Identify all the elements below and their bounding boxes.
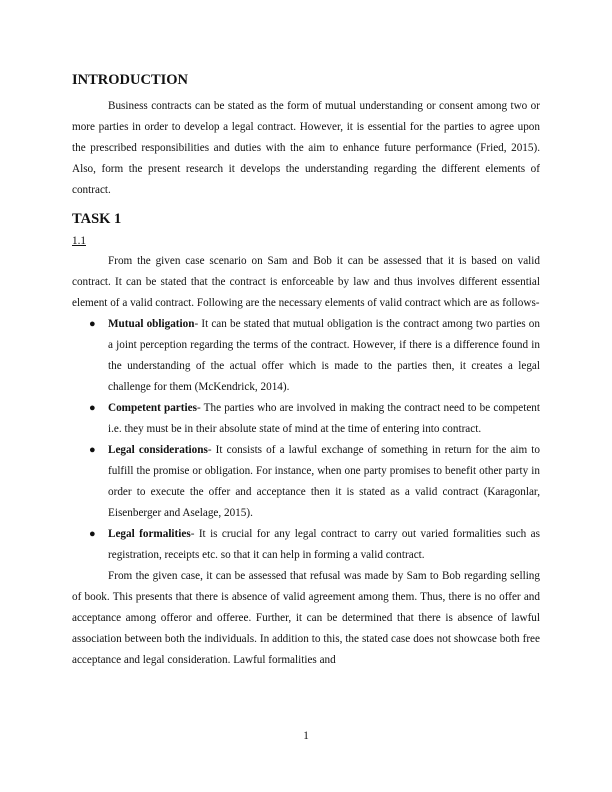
list-item (72, 524, 540, 566)
task1-paragraph-2: From the given case, it can be assessed that refusal was made by Sam to Bob regarding selling of book. This presents that there is absence of valid agreement among them. Thus, there is no offer and acceptance among offeror and offeree. Further, it can be determined that there is absence of lawful association between both the individuals. In addition to this, the stated case does not showcase both free acceptance and legal consideration. Lawful formalities and (72, 570, 540, 666)
list-item (72, 398, 540, 440)
task1-paragraph-1: From the given case scenario on Sam and Bob it can be assessed that it is based on valid contract. It can be stated that the contract is enforceable by law and thus involves different essential element of a valid contract. Following are the necessary elements of valid contract which are as follows- (72, 255, 540, 309)
bullet-text: - It is crucial for any legal contract to carry out varied formalities such as registration, receipts etc. so that it can help in forming a valid contract. (108, 528, 540, 561)
bullet-dot-icon: ● (89, 528, 96, 540)
task1-subheading: 1.1 (72, 235, 86, 247)
bullet-text: - It can be stated that mutual obligation is the contract among two parties on a joint perception regarding the terms of the contract. However, if there is a difference found in the understanding of the actual offer which is made to the parties then, it creates a legal challenge for them (McKendrick, 2014). (108, 318, 540, 393)
bullet-term: Competent parties (108, 402, 197, 414)
elements-list (72, 314, 540, 566)
bullet-dot-icon: ● (89, 402, 96, 414)
bullet-term: Legal considerations (108, 444, 208, 456)
list-item (72, 314, 540, 398)
bullet-term: Mutual obligation (108, 318, 195, 330)
bullet-dot-icon: ● (89, 444, 96, 456)
task1-heading: TASK 1 (72, 211, 122, 227)
list-item (72, 440, 540, 524)
bullet-text: - It consists of a lawful exchange of something in return for the aim to fulfill the promise or obligation. For instance, when one party promises to benefit other party in order to execute the offer and acceptance then it is stated as a valid contract (Karagonlar, Eisenberger and Aselage, 2015). (108, 444, 540, 519)
bullet-dot-icon: ● (89, 318, 96, 330)
bullet-term: Legal formalities (108, 528, 191, 540)
document-page (72, 70, 540, 671)
intro-heading: INTRODUCTION (72, 72, 189, 88)
bullet-text: - The parties who are involved in making the contract need to be competent i.e. they must be in their absolute state of mind at the time of entering into contract. (108, 402, 540, 435)
intro-paragraph: Business contracts can be stated as the form of mutual understanding or consent among two or more parties in order to develop a legal contract. However, it is essential for the parties to agree upon the prescribed responsibilities and duties with the aim to enhance future performance (Fried, 2015). Also, form the present research it develops the understanding regarding the different elements of contract. (72, 100, 540, 196)
page-number: 1 (303, 730, 309, 742)
